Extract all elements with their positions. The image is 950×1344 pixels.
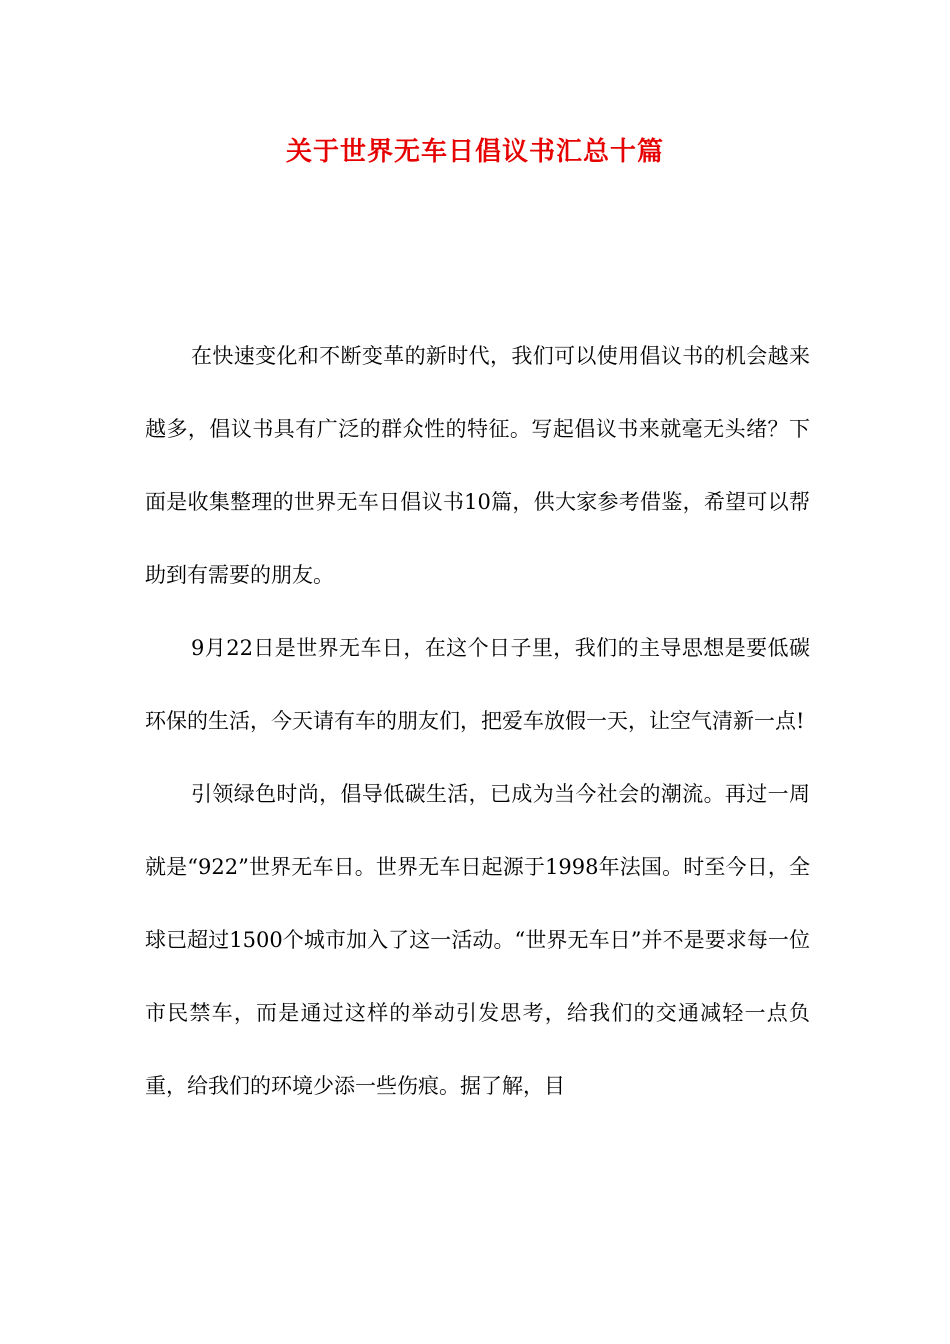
paragraph-green-lifestyle: 引领绿色时尚，倡导低碳生活，已成为当今社会的潮流。再过一周就是“922”世界无车日。世界无车日起源于1998年法国。时至今日，全球已超过1500个城市加入了这一活动。“世界无车日”并不是要求每一位市民禁车，而是通过这样的举动引发思考，给我们的交通减轻一点负重，给我们的环境少添一些伤痕。据了解，目 (145, 782, 810, 1098)
paragraph-intro: 在快速变化和不断变革的新时代，我们可以使用倡议书的机会越来越多，倡议书具有广泛的群众性的特征。写起倡议书来就毫无头绪？下面是收集整理的世界无车日倡议书10篇，供大家参考借鉴，希望可以帮助到有需要的朋友。 (145, 344, 810, 587)
paragraph-car-free-day: 9月22日是世界无车日，在这个日子里，我们的主导思想是要低碳环保的生活，今天请有车的朋友们，把爱车放假一天，让空气清新一点! (145, 636, 810, 733)
document-title: 关于世界无车日倡议书汇总十篇 (285, 137, 664, 167)
document-body (145, 320, 810, 1123)
